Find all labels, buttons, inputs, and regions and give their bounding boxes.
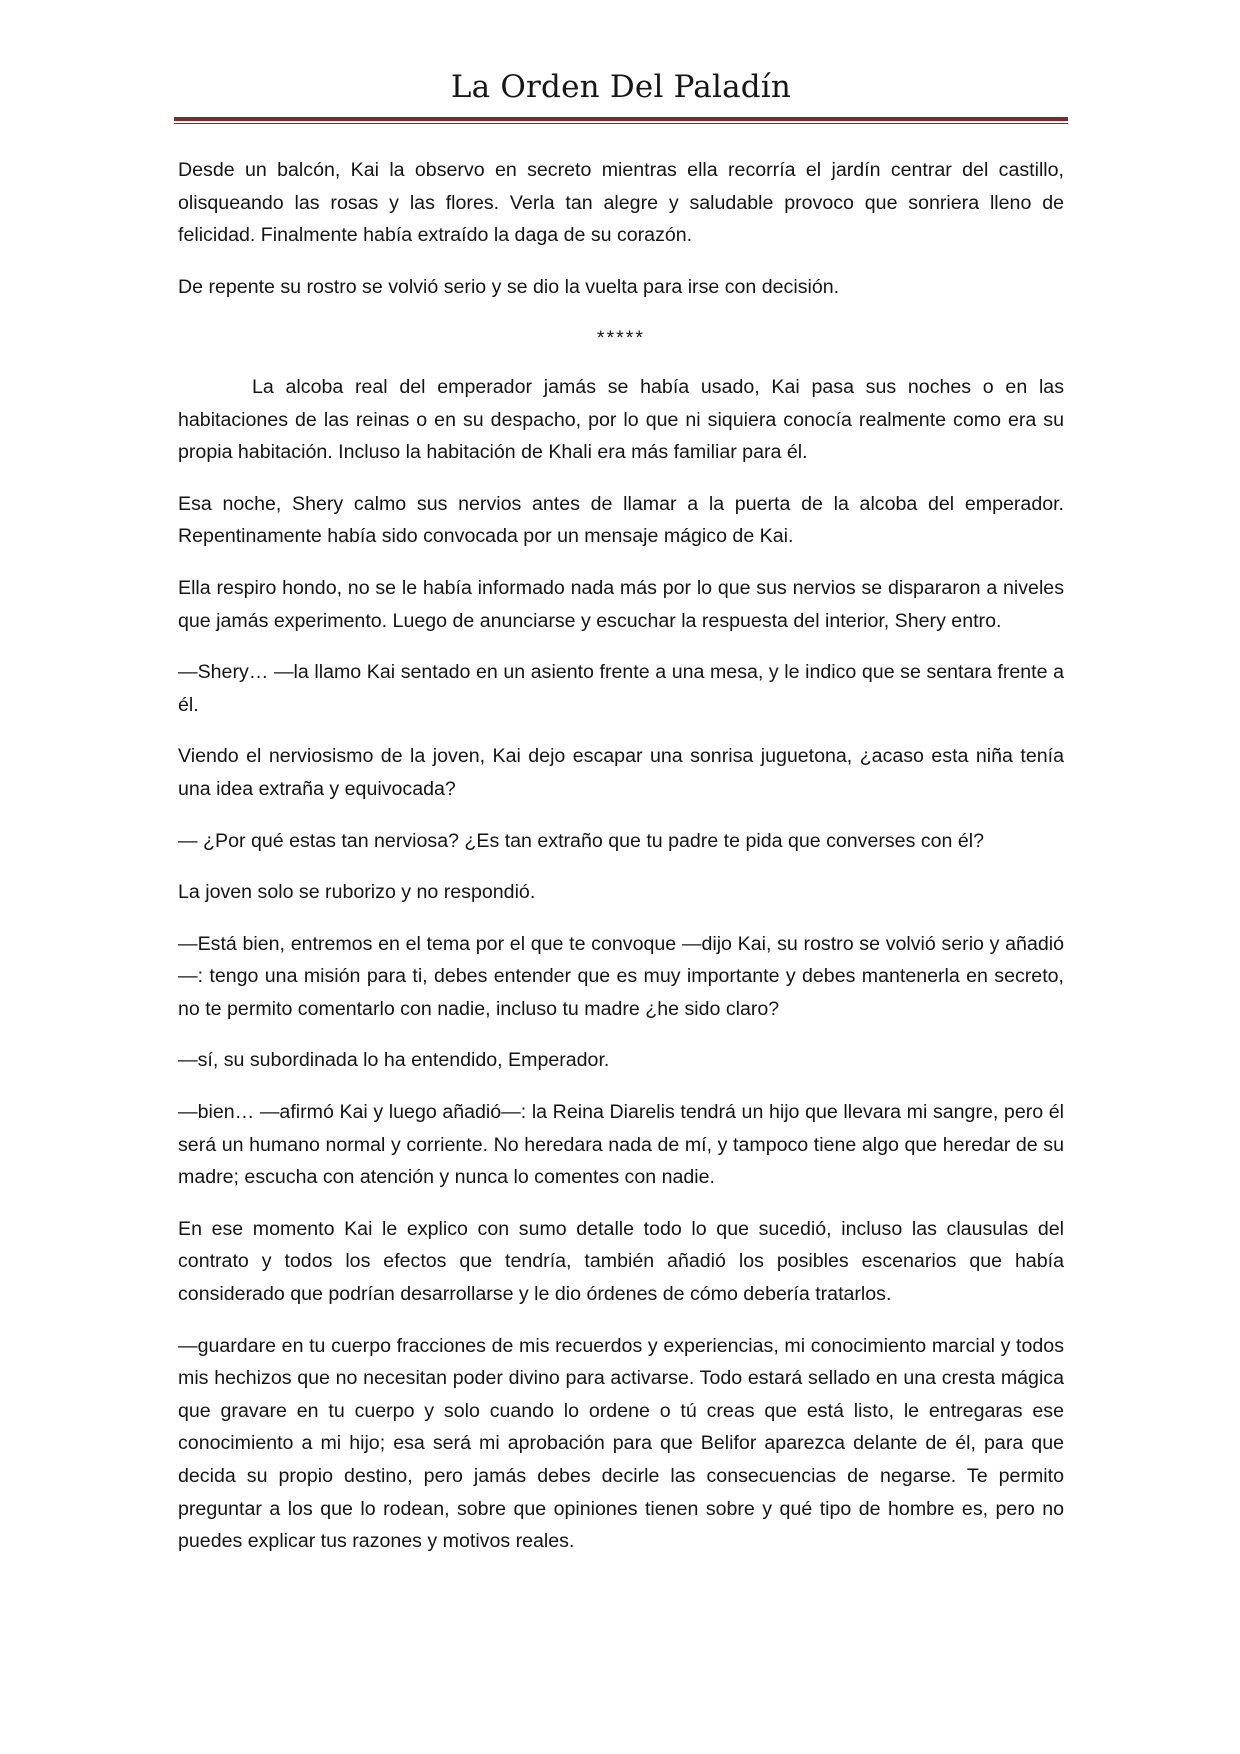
paragraph: De repente su rostro se volvió serio y se dio la vuelta para irse con decisión.: [178, 275, 840, 298]
paragraph: La alcoba real del emperador jamás se había usado, Kai pasa sus noches o en las habitaciones de las reinas o en su despacho, por lo que ni siquiera conocía realmente como era su propia habitación. Incluso la habitación de Khali era más familiar para él.: [178, 375, 1064, 464]
paragraph: Viendo el nerviosismo de la joven, Kai dejo escapar una sonrisa juguetona, ¿acaso esta niña tenía una idea extraña y equivocada?: [178, 745, 1064, 800]
paragraph: Desde un balcón, Kai la observo en secreto mientras ella recorría el jardín centrar del castillo, olisqueando las rosas y las flores. Verla tan alegre y saludable provoco que sonriera lleno de felicidad. Finalmente había extraído la daga de su corazón.: [178, 159, 1064, 247]
paragraph: —guardare en tu cuerpo fracciones de mis recuerdos y experiencias, mi conocimiento marcial y todos mis hechizos que no necesitan poder divino para activarse. Todo estará sellado en una cresta mágica que gravare en tu cuerpo y solo cuando lo ordene o tú creas que está listo, le entregaras ese conocimiento a mi hijo; esa será mi aprobación para que Belifor aparezca delante de él, para que decida su propio destino, pero jamás debes decirle las consecuencias de negarse. Te permito preguntar a los que lo rodean, sobre que opiniones tienen sobre y qué tipo de hombre es, pero no puedes explicar tus razones y motivos reales.: [178, 1334, 1064, 1553]
paragraph: — ¿Por qué estas tan nerviosa? ¿Es tan extraño que tu padre te pida que converses con él?: [178, 829, 985, 852]
paragraph: Esa noche, Shery calmo sus nervios antes de llamar a la puerta de la alcoba del emperador. Repentinamente había sido convocada por un mensaje mágico de Kai.: [178, 492, 1064, 548]
paragraph: —Está bien, entremos en el tema por el que te convoque —dijo Kai, su rostro se volvió serio y añadió—: tengo una misión para ti, debes entender que es muy importante y debes mantenerla en secreto, no te permito comentarlo con nadie, incluso tu madre ¿he sido claro?: [178, 932, 1064, 1020]
paragraph: —bien… —afirmó Kai y luego añadió—: la Reina Diarelis tendrá un hijo que llevara mi sangre, pero él será un humano normal y corriente. No heredara nada de mí, y tampoco tiene algo que heredar de su madre; escucha con atención y nunca lo comentes con nadie.: [178, 1101, 1064, 1189]
page-header: [174, 69, 1068, 105]
page-body: [178, 154, 1064, 1577]
paragraph: En ese momento Kai le explico con sumo detalle todo lo que sucedió, incluso las clausulas del contrato y todos los efectos que tendría, también añadió los posibles escenarios que había considerado que podrían desarrollarse y le dio órdenes de cómo debería tratarlos.: [178, 1217, 1064, 1306]
header-rule-thick: [174, 117, 1068, 121]
header-title: La Orden Del Paladín: [450, 69, 792, 105]
paragraph: La joven solo se ruborizo y no respondió.: [178, 881, 536, 904]
scene-separator: *****: [596, 327, 646, 350]
paragraph: —Shery… —la llamo Kai sentado en un asiento frente a una mesa, y le indico que se sentara frente a él.: [178, 661, 1064, 716]
paragraph: —sí, su subordinada lo ha entendido, Emperador.: [178, 1049, 610, 1072]
paragraph: Ella respiro hondo, no se le había informado nada más por lo que sus nervios se dispararon a niveles que jamás experimento. Luego de anunciarse y escuchar la respuesta del interior, Shery entro.: [178, 576, 1064, 632]
header-rule-thin: [174, 123, 1068, 124]
